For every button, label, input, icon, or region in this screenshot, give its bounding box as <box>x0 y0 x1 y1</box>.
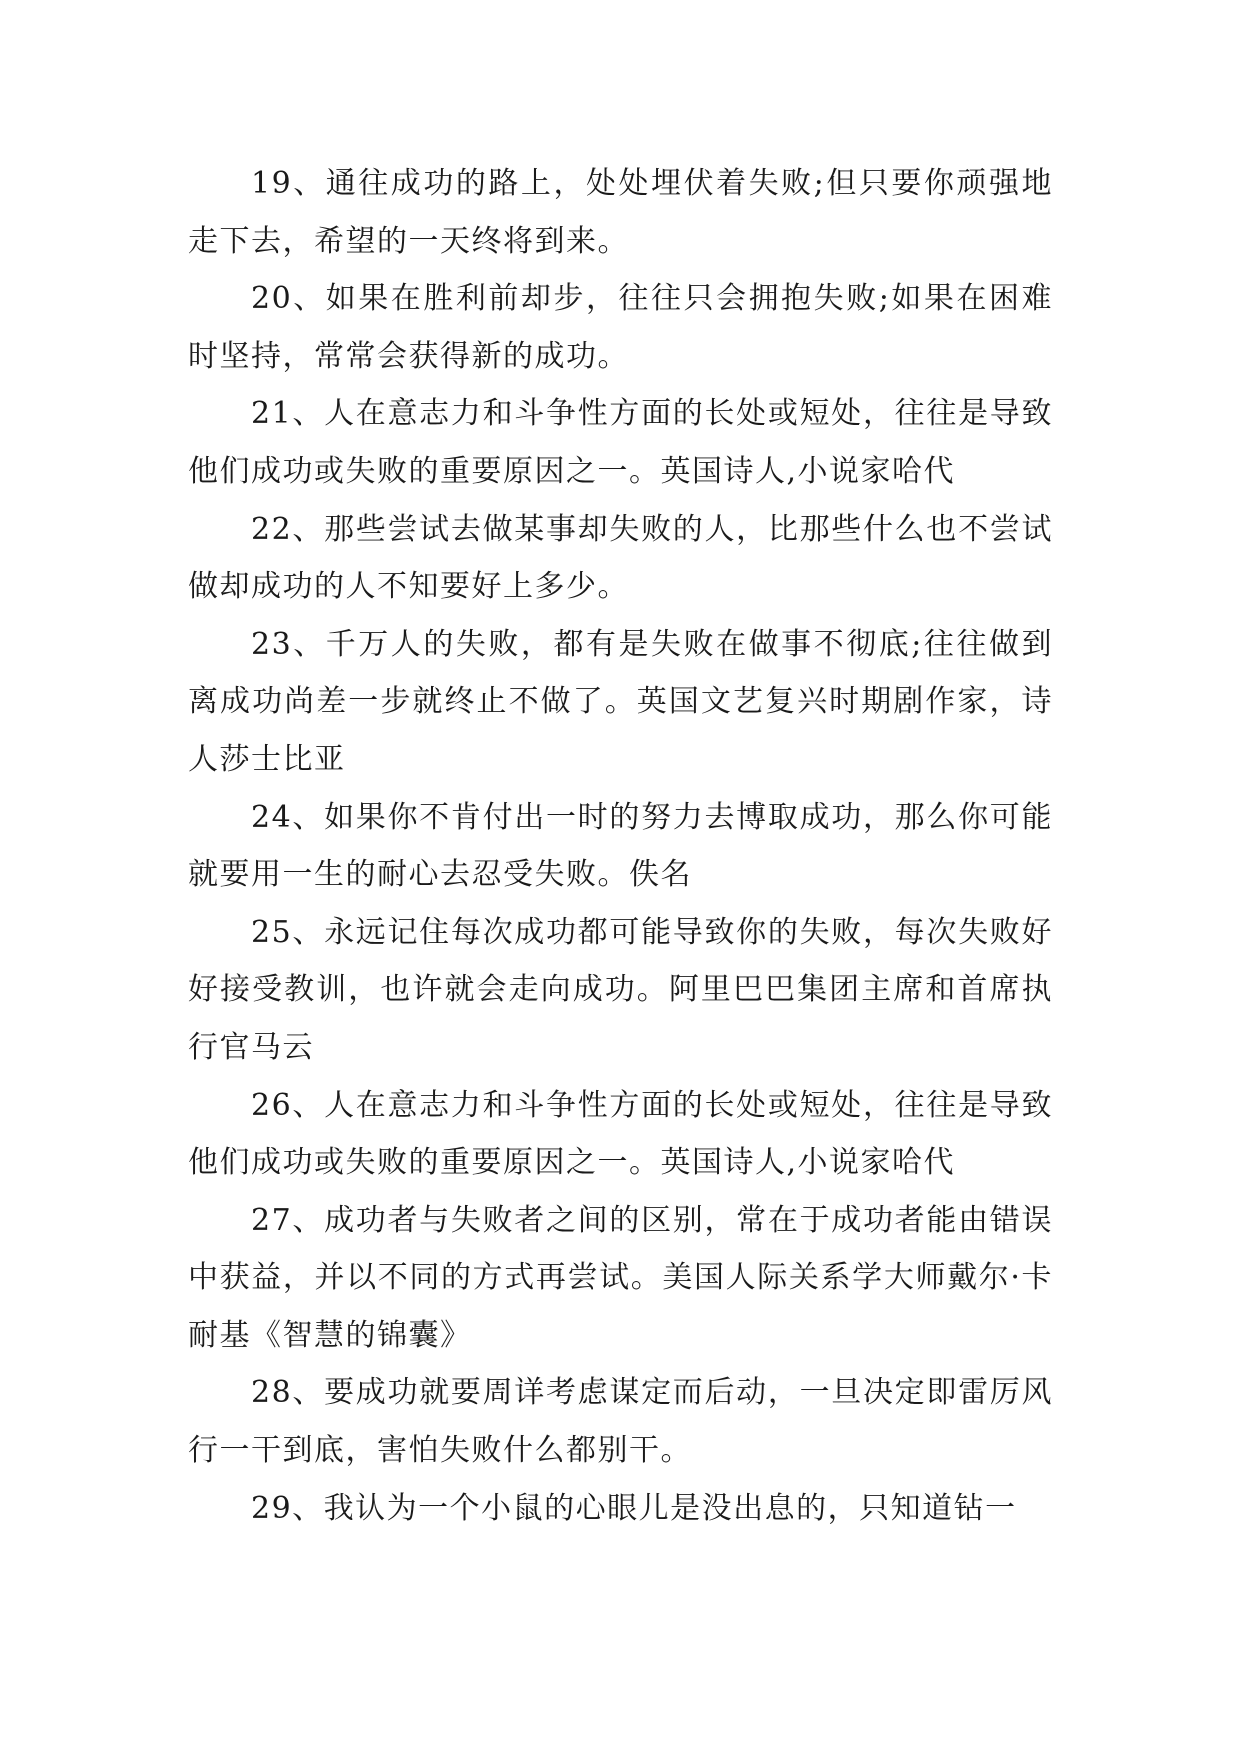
paragraph-20: 20、如果在胜利前却步，往往只会拥抱失败;如果在困难时坚持，常常会获得新的成功。 <box>188 281 1053 374</box>
paragraph-24: 24、如果你不肯付出一时的努力去博取成功，那么你可能就要用一生的耐心去忍受失败。佚名 <box>188 799 1053 893</box>
paragraph-21: 21、人在意志力和斗争性方面的长处或短处，往往是导致他们成功或失败的重要原因之一。英国诗人,小说家哈代 <box>188 396 1053 489</box>
paragraph-29: 29、我认为一个小鼠的心眼儿是没出息的，只知道钻一 <box>251 1490 1017 1526</box>
paragraph-27: 27、成功者与失败者之间的区别，常在于成功者能由错误中获益，并以不同的方式再尝试。美国人际关系学大师戴尔·卡耐基《智慧的锦囊》 <box>188 1202 1053 1353</box>
paragraph-25: 25、永远记住每次成功都可能导致你的失败，每次失败好好接受教训，也许就会走向成功。阿里巴巴集团主席和首席执行官马云 <box>188 914 1053 1065</box>
paragraph-28: 28、要成功就要周详考虑谋定而后动，一旦决定即雷厉风行一干到底，害怕失败什么都别干。 <box>188 1375 1053 1469</box>
paragraph-22: 22、那些尝试去做某事却失败的人，比那些什么也不尝试做却成功的人不知要好上多少。 <box>188 511 1053 605</box>
paragraph-19: 19、通往成功的路上，处处埋伏着失败;但只要你顽强地走下去，希望的一天终将到来。 <box>188 166 1053 259</box>
paragraph-23: 23、千万人的失败，都有是失败在做事不彻底;往往做到离成功尚差一步就终止不做了。英国文艺复兴时期剧作家，诗人莎士比亚 <box>188 626 1053 777</box>
paragraph-26: 26、人在意志力和斗争性方面的长处或短处，往往是导致他们成功或失败的重要原因之一。英国诗人,小说家哈代 <box>188 1087 1053 1181</box>
document-body <box>188 155 1053 1537</box>
